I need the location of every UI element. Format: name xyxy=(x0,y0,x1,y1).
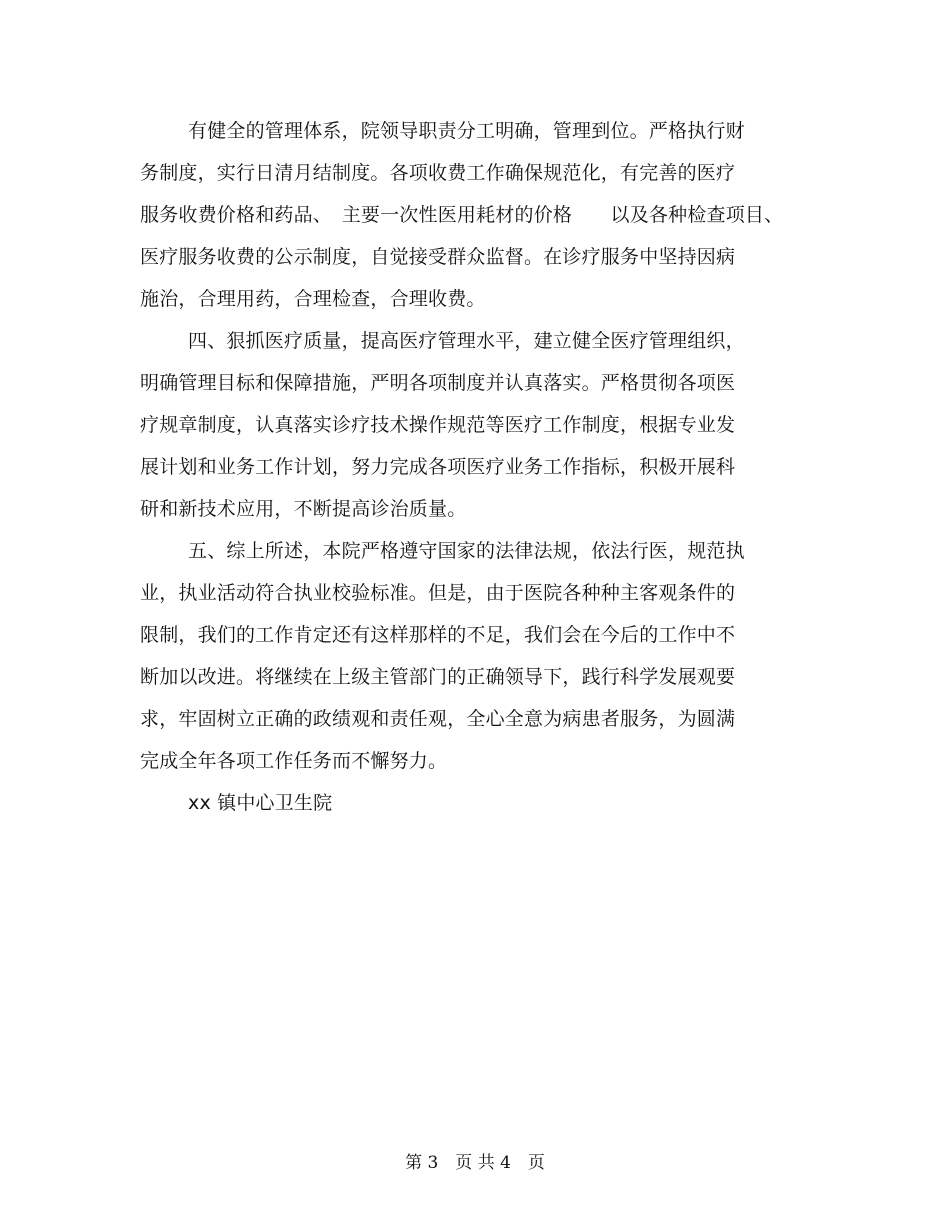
paragraph-line: 服务收费价格和药品、 主要一次性医用耗材的价格 以及各种检查项目、 xyxy=(140,204,784,226)
paragraph-line: 研和新技术应用，不断提高诊治质量。 xyxy=(140,498,467,520)
paragraph-line: 限制，我们的工作肯定还有这样那样的不足，我们会在今后的工作中不 xyxy=(140,624,736,646)
paragraph-line: 明确管理目标和保障措施，严明各项制度并认真落实。严格贯彻各项医 xyxy=(140,372,736,394)
paragraph-line: 业，执业活动符合执业校验标准。但是，由于医院各种种主客观条件的 xyxy=(140,582,736,604)
page-number-footer: 第 3 页 共 4 页 xyxy=(405,1153,545,1173)
paragraph-line: 施治，合理用药，合理检查，合理收费。 xyxy=(140,288,486,310)
signature-line: xx 镇中心卫生院 xyxy=(188,792,333,814)
paragraph-line: 断加以改进。将继续在上级主管部门的正确领导下，践行科学发展观要 xyxy=(140,666,736,688)
paragraph-line: 四、狠抓医疗质量，提高医疗管理水平，建立健全医疗管理组织， xyxy=(188,330,745,352)
paragraph-line: 医疗服务收费的公示制度，自觉接受群众监督。在诊疗服务中坚持因病 xyxy=(140,246,736,268)
paragraph-line: 完成全年各项工作任务而不懈努力。 xyxy=(140,750,448,772)
paragraph-line: 疗规章制度，认真落实诊疗技术操作规范等医疗工作制度，根据专业发 xyxy=(140,414,736,436)
paragraph-line: 务制度，实行日清月结制度。各项收费工作确保规范化，有完善的医疗 xyxy=(140,162,736,184)
paragraph-line: 五、综上所述，本院严格遵守国家的法律法规，依法行医，规范执 xyxy=(188,540,745,562)
paragraph-line: 求，牢固树立正确的政绩观和责任观，全心全意为病患者服务，为圆满 xyxy=(140,708,736,730)
paragraph-line: 展计划和业务工作计划，努力完成各项医疗业务工作指标，积极开展科 xyxy=(140,456,736,478)
paragraph-line: 有健全的管理体系，院领导职责分工明确，管理到位。严格执行财 xyxy=(188,120,745,142)
